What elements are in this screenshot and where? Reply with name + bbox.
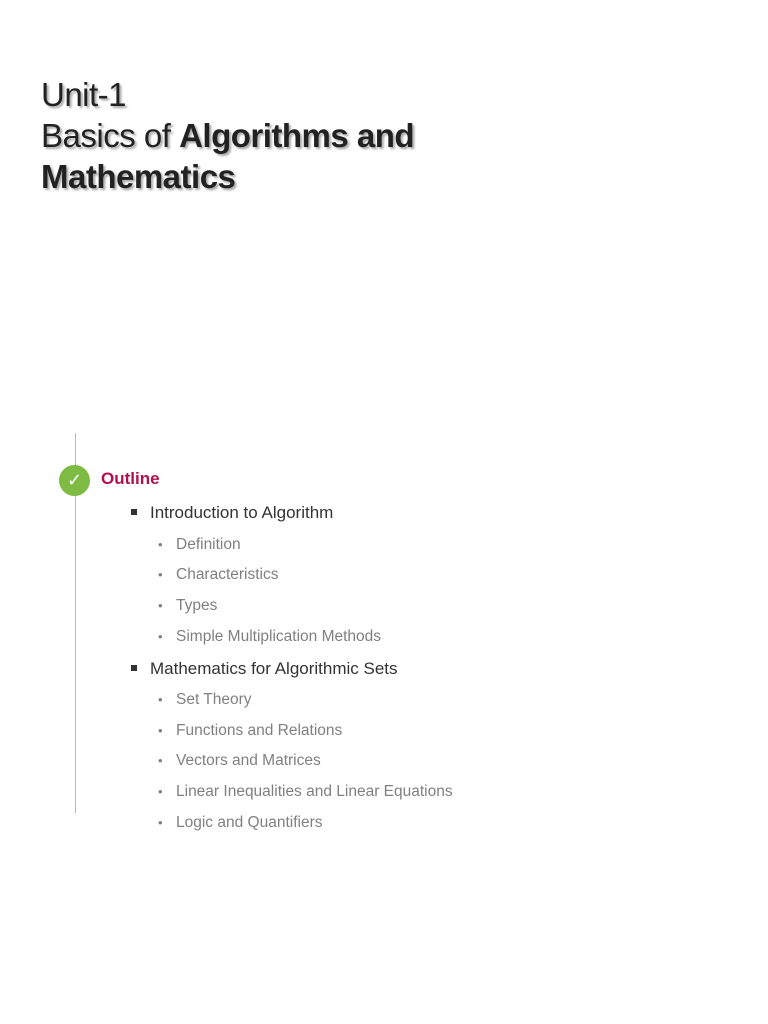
bullet-icon: • bbox=[158, 692, 163, 707]
topic-label: Mathematics for Algorithmic Sets bbox=[150, 659, 398, 678]
bullet-icon: • bbox=[158, 784, 163, 799]
subtopic-item bbox=[158, 536, 241, 554]
title-line-2 bbox=[41, 115, 414, 156]
subtopic-label: Characteristics bbox=[176, 566, 279, 583]
title-bold-text-2: Mathematics bbox=[41, 158, 236, 195]
square-bullet-icon bbox=[131, 509, 137, 515]
bullet-icon: • bbox=[158, 567, 163, 582]
square-bullet-icon bbox=[131, 665, 137, 671]
subtopic-item bbox=[158, 783, 453, 801]
subtopic-item bbox=[158, 597, 217, 615]
subtopic-label: Set Theory bbox=[176, 691, 252, 708]
subtopic-item bbox=[158, 628, 381, 646]
subtopic-item bbox=[158, 814, 322, 832]
check-icon: ✓ bbox=[59, 465, 90, 496]
subtopic-label: Linear Inequalities and Linear Equations bbox=[176, 783, 453, 800]
topic-item bbox=[131, 503, 333, 523]
topic-label: Introduction to Algorithm bbox=[150, 503, 334, 522]
outline-heading: Outline bbox=[101, 469, 160, 488]
topic-item bbox=[131, 659, 398, 679]
subtopic-label: Functions and Relations bbox=[176, 722, 343, 739]
bullet-icon: • bbox=[158, 723, 163, 738]
title-regular-text: Basics of bbox=[41, 117, 180, 154]
subtopic-label: Simple Multiplication Methods bbox=[176, 628, 382, 645]
subtopic-item bbox=[158, 722, 342, 740]
bullet-icon: • bbox=[158, 629, 163, 644]
subtopic-item bbox=[158, 752, 321, 770]
bullet-icon: • bbox=[158, 753, 163, 768]
bullet-icon: • bbox=[158, 598, 163, 613]
title-line-unit: Unit-1 bbox=[41, 76, 127, 113]
subtopic-item bbox=[158, 691, 252, 709]
bullet-icon: • bbox=[158, 537, 163, 552]
subtopic-label: Logic and Quantifiers bbox=[176, 814, 323, 831]
subtopic-label: Types bbox=[176, 597, 218, 614]
title-bold-text-1: Algorithms and bbox=[179, 117, 415, 154]
subtopic-label: Vectors and Matrices bbox=[176, 752, 321, 769]
bullet-icon: • bbox=[158, 815, 163, 830]
title-line-3 bbox=[41, 156, 414, 197]
subtopic-item bbox=[158, 566, 279, 584]
unit-title bbox=[41, 74, 414, 197]
subtopic-label: Definition bbox=[176, 536, 241, 553]
